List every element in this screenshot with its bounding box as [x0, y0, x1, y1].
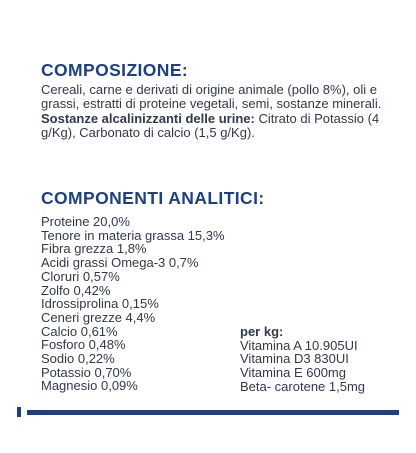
analytical-item: Idrossiprolina 0,15%	[41, 296, 159, 312]
analytical-item: Calcio 0,61%	[41, 323, 118, 339]
analytical-item: Fibra grezza 1,8%	[41, 241, 147, 257]
analytical-item: Tenore in materia grassa 15,3%	[41, 227, 225, 243]
alkalinizing-label: Sostanze alcalinizzanti delle urine:	[41, 110, 255, 126]
analytical-list	[41, 215, 225, 393]
vitamin-item: Beta- carotene 1,5mg	[240, 378, 366, 394]
divider-mark	[17, 407, 21, 417]
vitamin-item: Vitamina A 10.905UI	[240, 337, 358, 353]
analytical-item: Zolfo 0,42%	[41, 282, 111, 298]
composition-text: Cereali, carne e derivati di origine animale (pollo 8%), oli e grassi, estratti di proteine vegetali, semi, sostanze minerali.	[41, 82, 382, 112]
alkalinizing-text: Citrato di Potassio (4 g/Kg), Carbonato di calcio (1,5 g/Kg).	[41, 110, 380, 141]
analytical-item: Ceneri grezze 4,4%	[41, 309, 156, 325]
analytical-item: Proteine 20,0%	[41, 214, 130, 229]
per-kg-block	[240, 325, 365, 394]
analytical-heading: COMPONENTI ANALITICI:	[41, 188, 265, 208]
per-kg-label: per kg:	[240, 324, 284, 339]
analytical-item: Fosforo 0,48%	[41, 337, 126, 353]
analytical-item: Acidi grassi Omega-3 0,7%	[41, 255, 199, 271]
vitamin-item: Vitamina E 600mg	[240, 365, 346, 381]
composition-block	[41, 83, 401, 141]
analytical-item: Potassio 0,70%	[41, 364, 132, 380]
analytical-item: Sodio 0,22%	[41, 351, 115, 367]
vitamin-item: Vitamina D3 830UI	[240, 351, 349, 367]
divider-line	[27, 410, 399, 415]
analytical-item: Cloruri 0,57%	[41, 268, 120, 284]
composition-heading: COMPOSIZIONE:	[41, 60, 189, 80]
analytical-item: Magnesio 0,09%	[41, 378, 138, 394]
alkalinizing-paragraph	[41, 112, 401, 141]
